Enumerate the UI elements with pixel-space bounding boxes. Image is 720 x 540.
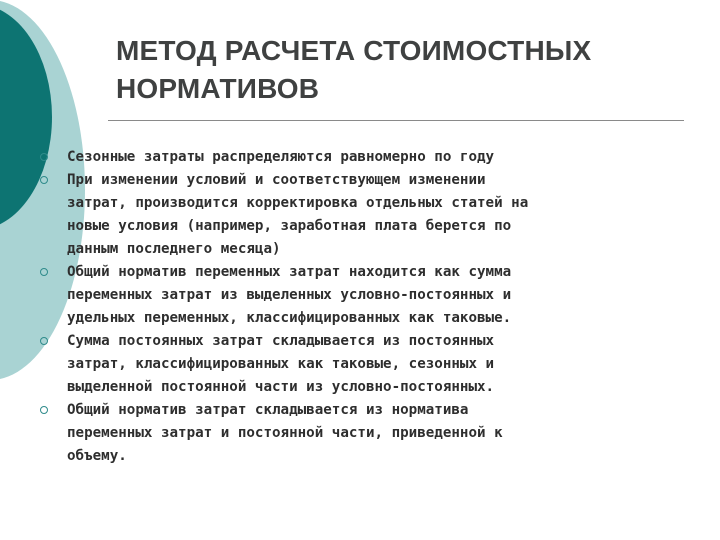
title-line: МЕТОД РАСЧЕТА СТОИМОСТНЫХ bbox=[116, 35, 592, 66]
bullet-list bbox=[40, 146, 700, 468]
bullet-circle-icon bbox=[40, 176, 48, 184]
bullet-line: переменных затрат из выделенных условно-постоянных и bbox=[67, 287, 512, 303]
bullet-item bbox=[40, 399, 700, 468]
bullet-line: затрат, производится корректировка отдельных статей на bbox=[67, 195, 529, 211]
bullet-item bbox=[40, 330, 700, 399]
bullet-circle-icon bbox=[40, 153, 48, 161]
title-line: НОРМАТИВОВ bbox=[116, 73, 320, 104]
bullet-line: объему. bbox=[67, 448, 127, 464]
bullet-text bbox=[67, 330, 700, 399]
bullet-item bbox=[40, 146, 700, 169]
bullet-line: Общий норматив переменных затрат находится как сумма bbox=[67, 264, 512, 280]
bullet-line: переменных затрат и постоянной части, приведенной к bbox=[67, 425, 503, 441]
bullet-line: данным последнего месяца) bbox=[67, 241, 281, 257]
bullet-circle-icon bbox=[40, 406, 48, 414]
bullet-circle-icon bbox=[40, 268, 48, 276]
bullet-text bbox=[67, 146, 700, 169]
bullet-line: новые условия (например, заработная плата берется по bbox=[67, 218, 512, 234]
bullet-text bbox=[67, 399, 700, 468]
bullet-text bbox=[67, 169, 700, 261]
bullet-line: Сезонные затраты распределяются равномерно по году bbox=[67, 149, 495, 165]
bullet-line: удельных переменных, классифицированных как таковые. bbox=[67, 310, 512, 326]
slide-title bbox=[116, 32, 696, 108]
bullet-text bbox=[67, 261, 700, 330]
bullet-circle-icon bbox=[40, 337, 48, 345]
bullet-item bbox=[40, 169, 700, 261]
bullet-line: выделенной постоянной части из условно-постоянных. bbox=[67, 379, 495, 395]
bullet-line: затрат, классифицированных как таковые, сезонных и bbox=[67, 356, 495, 372]
bullet-line: Сумма постоянных затрат складывается из постоянных bbox=[67, 333, 495, 349]
title-divider bbox=[108, 120, 684, 121]
bullet-line: При изменении условий и соответствующем изменении bbox=[67, 172, 486, 188]
bullet-item bbox=[40, 261, 700, 330]
bullet-line: Общий норматив затрат складывается из норматива bbox=[67, 402, 469, 418]
